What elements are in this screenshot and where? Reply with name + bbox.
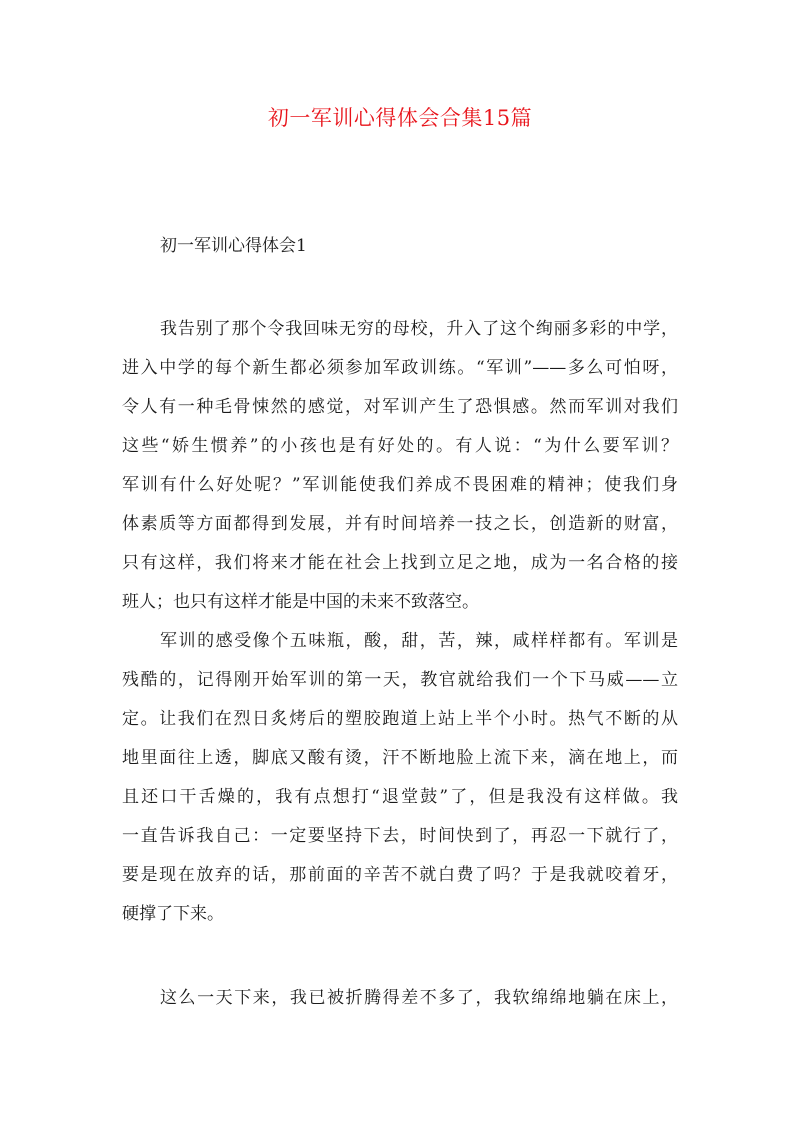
paragraph-line: 残酷的，记得刚开始军训的第一天，教官就给我们一个下马威——立 [122,670,678,690]
document-title: 初一军训心得体会合集15篇 [267,106,533,130]
paragraph-line: 定。让我们在烈日炙烤后的塑胶跑道上站上半个小时。热气不断的从 [122,709,678,729]
paragraph-line: 这么一天下来，我已被折腾得差不多了，我软绵绵地躺在床上， [160,988,678,1008]
paragraph-line: 体素质等方面都得到发展，并有时间培养一技之长，创造新的财富， [122,514,678,534]
paragraph-line: 进入中学的每个新生都必须参加军政训练。“军训”——多么可怕呀， [122,358,678,378]
section-heading: 初一军训心得体会1 [160,236,307,256]
paragraph-line: 硬撑了下来。 [122,904,224,924]
paragraph-line: 地里面往上透，脚底又酸有烫，汗不断地脸上流下来，滴在地上，而 [122,748,678,768]
paragraph-line: 军训的感受像个五味瓶，酸，甜，苦，辣，咸样样都有。军训是 [160,631,678,651]
paragraph-line: 班人；也只有这样才能是中国的未来不致落空。 [122,592,479,612]
paragraph-line: 只有这样，我们将来才能在社会上找到立足之地，成为一名合格的接 [122,553,678,573]
paragraph-line: 军训有什么好处呢？”军训能使我们养成不畏困难的精神；使我们身 [122,475,678,495]
paragraph-line: 我告别了那个令我回味无穷的母校，升入了这个绚丽多彩的中学， [160,319,678,339]
paragraph-line: 一直告诉我自己：一定要坚持下去，时间快到了，再忍一下就行了， [122,826,678,846]
paragraph-line: 令人有一种毛骨悚然的感觉，对军训产生了恐惧感。然而军训对我们 [122,397,678,417]
paragraph-line: 且还口干舌燥的，我有点想打“退堂鼓”了，但是我没有这样做。我 [122,787,678,807]
paragraph-line: 这些“娇生惯养”的小孩也是有好处的。有人说：“为什么要军训？ [122,436,678,456]
paragraph-line: 要是现在放弃的话，那前面的辛苦不就白费了吗？于是我就咬着牙， [122,865,678,885]
